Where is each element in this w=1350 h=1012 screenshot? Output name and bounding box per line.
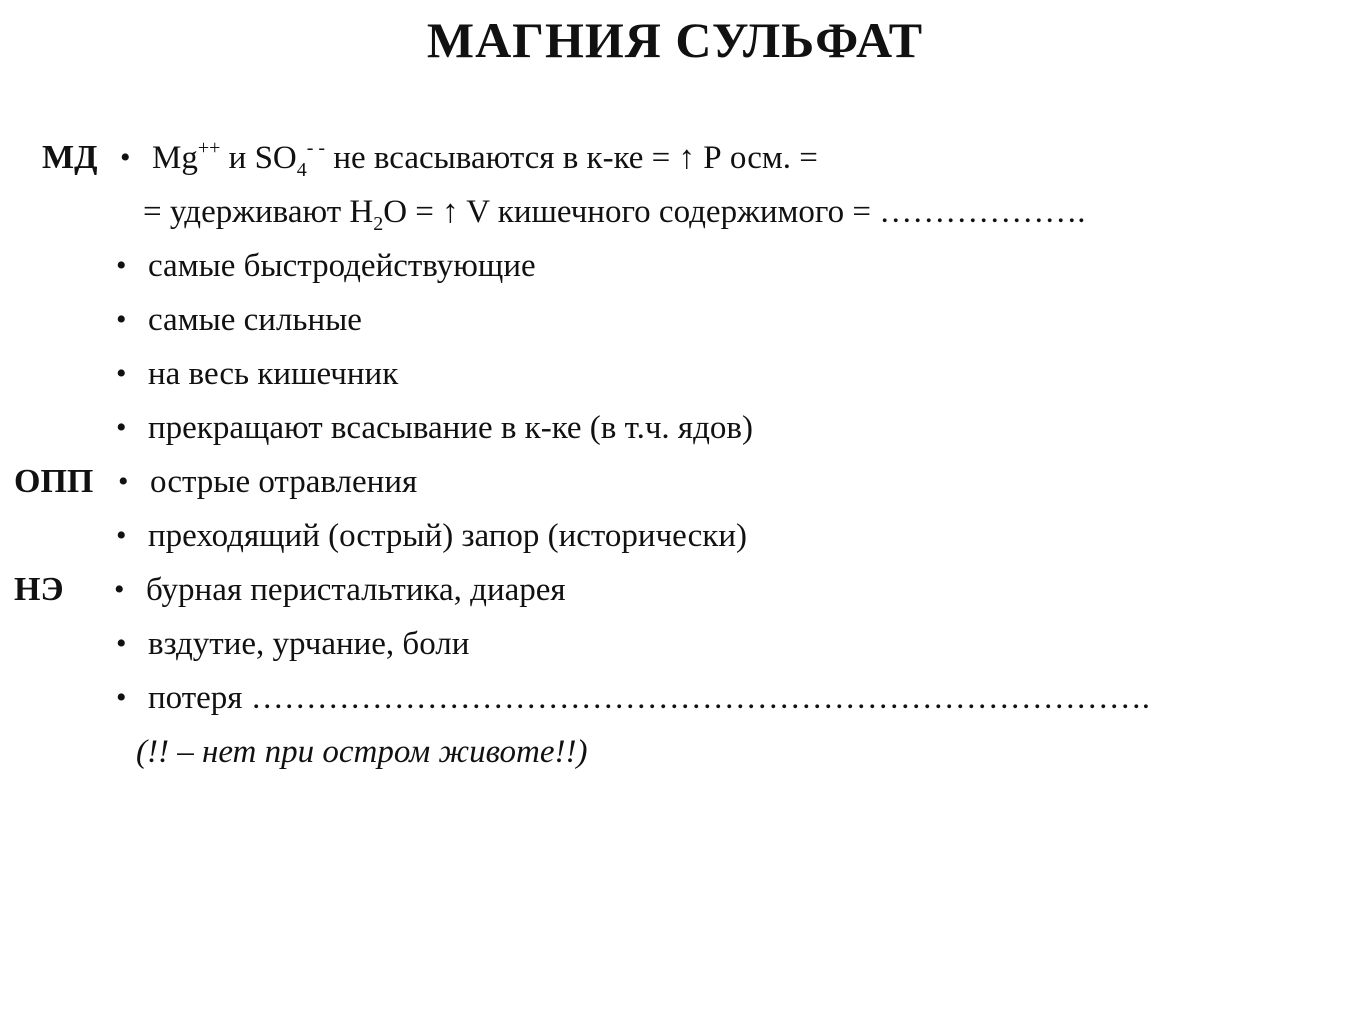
- bullet-marker: •: [116, 303, 127, 336]
- mg-symbol: Mg: [152, 140, 198, 176]
- md-item: самые сильные: [148, 302, 362, 338]
- md-item: прекращают всасывание в к-ке (в т.ч. ядов): [148, 410, 753, 446]
- so4-subscript: 4: [296, 159, 307, 181]
- md-mechanism-line-2: [143, 192, 1086, 235]
- section-label-opp: ОПП: [14, 463, 94, 500]
- section-label-ne: НЭ: [14, 571, 64, 608]
- ne-item: бурная перистальтика, диарея: [146, 572, 566, 608]
- slide-title: МАГНИЯ СУЛЬФАТ: [426, 12, 924, 68]
- bullet-marker: •: [116, 249, 127, 282]
- opp-item: преходящий (острый) запор (исторически): [148, 518, 747, 554]
- md-line2-part2: O = ↑ V кишечного содержимого = ……………….: [383, 194, 1086, 230]
- md-item: на весь кишечник: [148, 356, 399, 392]
- section-label-md: МД: [42, 139, 98, 176]
- ne-note: (!! – нет при остром животе!!): [136, 734, 588, 770]
- bullet-marker: •: [116, 357, 127, 390]
- md-mechanism-line-1: [152, 137, 818, 181]
- opp-item: острые отравления: [150, 464, 418, 500]
- md-item: самые быстродействующие: [148, 248, 536, 284]
- ne-item: потеря ……………………………………………………………………….: [148, 680, 1150, 716]
- bullet-marker: •: [116, 627, 127, 660]
- md-mechanism-rest: не всасываются в к-ке = ↑ Р осм. =: [325, 140, 818, 176]
- so4-prefix: и SO: [220, 140, 297, 176]
- bullet-marker: •: [116, 681, 127, 714]
- h2o-subscript: 2: [373, 213, 384, 235]
- bullet-marker: •: [114, 573, 125, 606]
- bullet-marker: •: [116, 519, 127, 552]
- bullet-marker: •: [118, 465, 129, 498]
- mg-charge: ++: [197, 137, 221, 159]
- md-line2-part1: = удерживают H: [143, 194, 374, 230]
- ne-item: вздутие, урчание, боли: [148, 626, 470, 662]
- bullet-marker: •: [120, 141, 131, 174]
- bullet-marker: •: [116, 411, 127, 444]
- so4-charge: - -: [306, 137, 326, 159]
